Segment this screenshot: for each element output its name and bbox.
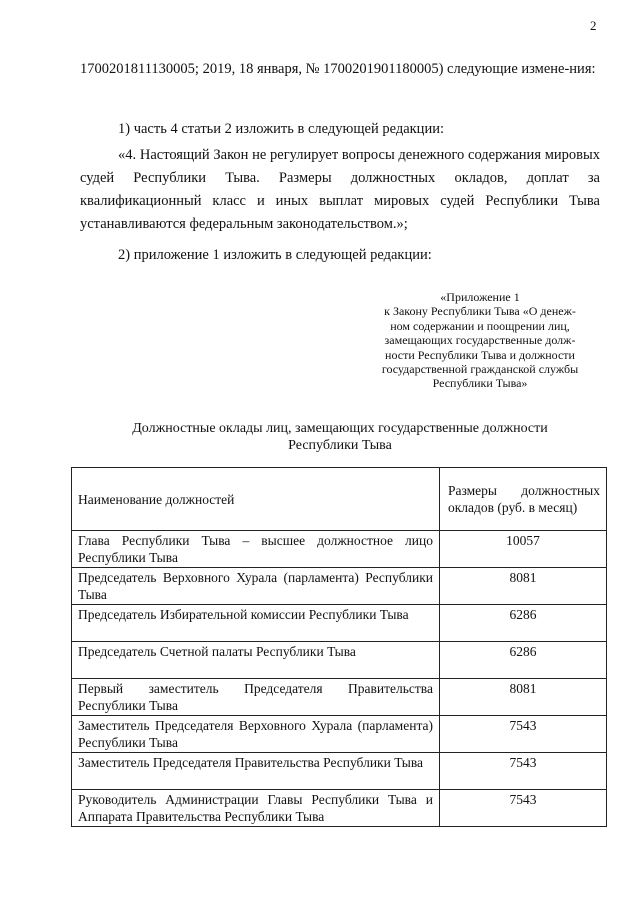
- appendix-note-line: ном содержании и поощрении лиц,: [390, 318, 570, 333]
- table-row: [72, 642, 607, 679]
- position-cell: Заместитель Председателя Верховного Хурала (парламента) Республики Тыва: [72, 716, 440, 753]
- paragraph-continuation: 1700201811130005; 2019, 18 января, № 1700201901180005) следующие измене-ния:: [80, 61, 596, 77]
- table-row: [72, 531, 607, 568]
- paragraph-item-2: 2) приложение 1 изложить в следующей редакции:: [118, 247, 432, 263]
- position-cell: Председатель Счетной палаты Республики Тыва: [72, 642, 440, 679]
- amount-cell: 6286: [440, 642, 607, 679]
- position-cell: Первый заместитель Председателя Правительства Республики Тыва: [72, 679, 440, 716]
- amount-cell: 7543: [440, 753, 607, 790]
- amount-cell: 8081: [440, 568, 607, 605]
- appendix-note-line: к Закону Республики Тыва «О денеж-: [384, 304, 576, 319]
- position-cell: Глава Республики Тыва – высшее должностное лицо Республики Тыва: [72, 531, 440, 568]
- amount-cell: 10057: [440, 531, 607, 568]
- table-row: [72, 753, 607, 790]
- table-row: [72, 568, 607, 605]
- table-row: [72, 605, 607, 642]
- header-amount: Размеры должностных окладов (руб. в месяц): [440, 468, 607, 531]
- header-position: Наименование должностей: [72, 468, 440, 531]
- amount-cell: 7543: [440, 790, 607, 827]
- table-header-row: [72, 468, 607, 531]
- appendix-note-line: «Приложение 1: [440, 290, 520, 304]
- table-row: [72, 716, 607, 753]
- appendix-note-line: ности Республики Тыва и должности: [385, 347, 575, 362]
- position-cell: Председатель Избирательной комиссии Республики Тыва: [72, 605, 440, 642]
- page-number: 2: [590, 18, 597, 33]
- position-cell: Руководитель Администрации Главы Республики Тыва и Аппарата Правительства Республики Тыва: [72, 790, 440, 827]
- appendix-note-line: замещающих государственные долж-: [384, 333, 576, 348]
- amount-cell: 7543: [440, 716, 607, 753]
- table-row: [72, 679, 607, 716]
- table-title-line: Должностные оклады лиц, замещающих государственные должности: [132, 421, 548, 436]
- appendix-note: [364, 290, 596, 391]
- position-cell: Председатель Верховного Хурала (парламента) Республики Тыва: [72, 568, 440, 605]
- salary-table: [71, 467, 607, 827]
- appendix-note-line: государственной гражданской службы: [381, 362, 579, 377]
- paragraph-quoted-article: «4. Настоящий Закон не регулирует вопросы денежного содержания мировых судей Республики Тыва. Размеры должностных окладов, доплат за квалификационный класс и иных выплат мировых судей Республики Тыва устанавливаются федеральным законодательством.»;: [80, 147, 600, 232]
- table-title-line: Республики Тыва: [288, 438, 392, 453]
- amount-cell: 6286: [440, 605, 607, 642]
- amount-cell: 8081: [440, 679, 607, 716]
- table-row: [72, 790, 607, 827]
- appendix-note-line: Республики Тыва»: [432, 376, 528, 391]
- paragraph-item-1: 1) часть 4 статьи 2 изложить в следующей редакции:: [118, 121, 444, 137]
- position-cell: Заместитель Председателя Правительства Республики Тыва: [72, 753, 440, 790]
- table-title: [80, 420, 600, 454]
